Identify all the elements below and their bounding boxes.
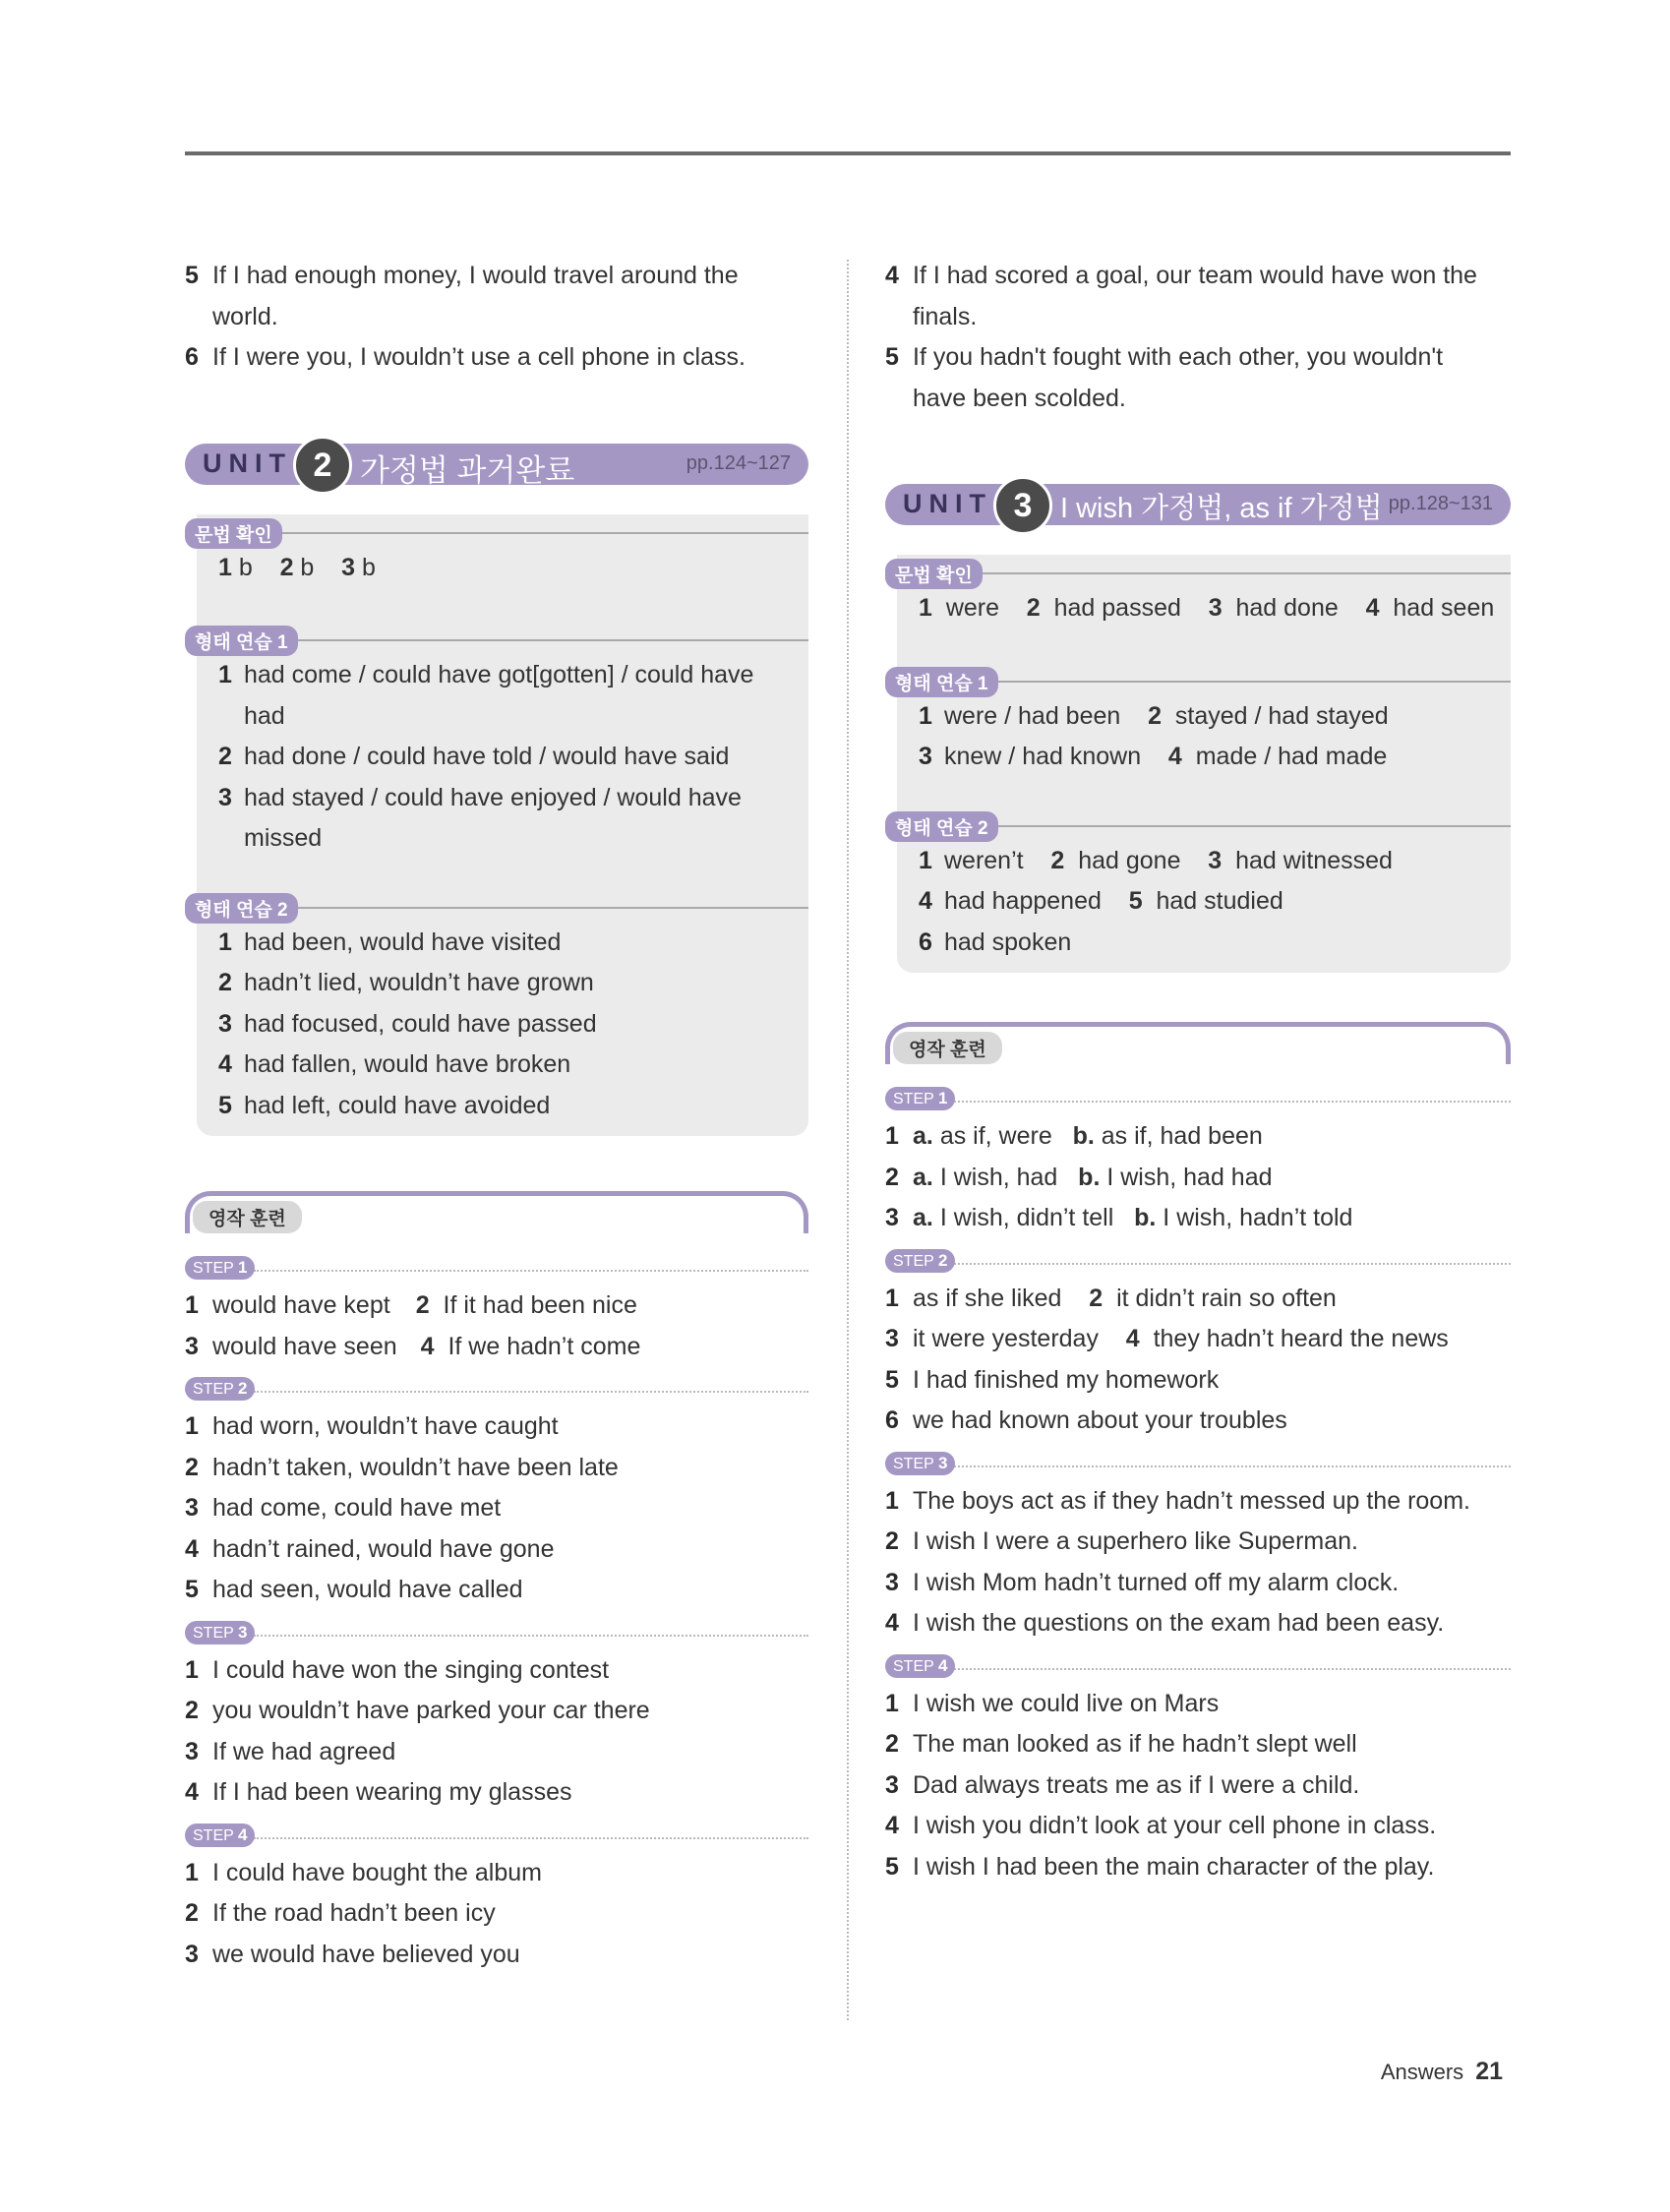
answer-line: 6 If I were you, I wouldn’t use a cell phone in class. [185, 343, 746, 371]
answer-line: 3 I wish Mom hadn’t turned off my alarm clock. [885, 1568, 1400, 1596]
answer-line: 4 I wish you didn’t look at your cell phone in class. [885, 1812, 1437, 1839]
form-practice-2-tag: 형태 연습 2 [885, 811, 998, 842]
form-practice-2-tag: 형태 연습 2 [185, 893, 298, 924]
composition-header [185, 1191, 808, 1230]
unit-label: UNIT [903, 489, 992, 518]
answer-line: 2 you wouldn’t have parked your car there [185, 1697, 650, 1724]
right-column [885, 256, 1511, 1887]
composition-header [885, 1022, 1511, 1061]
answer-line: 4 hadn’t rained, would have gone [185, 1534, 555, 1563]
grammar-check-tag: 문법 확인 [185, 518, 282, 549]
step-header: STEP 4 [185, 1823, 808, 1853]
unit-header [885, 484, 1511, 525]
answer-line: 5 had seen, would have called [185, 1576, 523, 1603]
answer-line: 1 had worn, wouldn’t have caught [185, 1412, 559, 1440]
answer-line: 4 had fallen, would have broken [218, 1050, 571, 1078]
section-header [885, 811, 1511, 841]
section-header [885, 559, 1511, 588]
answer-line: 2 a. I wish, had b. I wish, had had [885, 1163, 1273, 1191]
answer-line: 1 were 2 had passed 3 had done 4 had seen [919, 594, 1495, 622]
footer-label: Answers [1380, 2060, 1464, 2084]
answer-line: 1 as if she liked 2 it didn’t rain so often [885, 1284, 1337, 1312]
answer-line: 1 had been, would have visited [218, 927, 562, 956]
answer-line: 1 I could have won the singing contest [185, 1655, 610, 1684]
answer-line: 4 I wish the questions on the exam had been easy. [885, 1609, 1445, 1637]
answer-line: 2 had done / could have told / would have said [218, 743, 730, 770]
step-header: STEP 2 [185, 1377, 808, 1406]
answer-line: 2 hadn’t lied, wouldn’t have grown [218, 969, 594, 996]
answer-line: 5 I had finished my homework [885, 1365, 1220, 1394]
section-header [885, 667, 1511, 696]
answer-line: 4 If I had scored a goal, our team would have won the [885, 262, 1477, 289]
answer-line: 1 b 2 b 3 b [218, 553, 376, 581]
composition-tag: 영작 훈련 [893, 1032, 1002, 1064]
composition-tag: 영작 훈련 [193, 1201, 302, 1233]
form-practice-1-tag: 형태 연습 1 [185, 626, 298, 656]
answer-line: 1 I could have bought the album [185, 1858, 542, 1886]
answer-line: 2 If the road hadn’t been icy [185, 1899, 496, 1927]
step-header: STEP 3 [885, 1452, 1511, 1481]
answer-line: 5 had left, could have avoided [218, 1091, 551, 1119]
answer-line: 3 had come, could have met [185, 1494, 502, 1522]
answer-line: 1 would have kept 2 If it had been nice [185, 1291, 637, 1319]
answer-line: 1 were / had been 2 stayed / had stayed [919, 701, 1389, 730]
answer-line: 2 The man looked as if he hadn’t slept well [885, 1730, 1357, 1758]
grammar-check-tag: 문법 확인 [885, 559, 983, 589]
step-header: STEP 1 [185, 1256, 808, 1285]
answer-line: 2 hadn’t taken, wouldn’t have been late [185, 1453, 619, 1481]
unit-number-badge: 3 [993, 476, 1052, 535]
answer-line: 1 The boys act as if they hadn’t messed up the room. [885, 1486, 1470, 1515]
answer-line-continued: had [244, 701, 285, 730]
answer-line: 1 I wish we could live on Mars [885, 1689, 1220, 1717]
form-practice-1-tag: 형태 연습 1 [885, 667, 998, 697]
answer-line-continued: finals. [913, 302, 978, 330]
answer-line: 4 had happened 5 had studied [919, 887, 1283, 915]
answer-line: 5 If I had enough money, I would travel around the [185, 262, 739, 289]
answer-line: 5 I wish I had been the main character of the play. [885, 1852, 1435, 1881]
answer-line: 1 a. as if, were b. as if, had been [885, 1122, 1263, 1150]
answer-line: 3 a. I wish, didn’t tell b. I wish, hadn’t told [885, 1204, 1353, 1231]
unit-header [185, 444, 808, 488]
step-header: STEP 1 [885, 1087, 1511, 1116]
answer-line: 6 we had known about your troubles [885, 1406, 1287, 1434]
page-footer [1381, 2058, 1503, 2086]
answer-line-continued: missed [244, 824, 323, 852]
answer-line: 3 had focused, could have passed [218, 1009, 597, 1038]
header-rule [185, 151, 1511, 155]
unit-pages: pp.124~127 [686, 451, 791, 474]
step-header: STEP 4 [885, 1654, 1511, 1684]
unit-pages: pp.128~131 [1388, 493, 1493, 514]
answer-line: 3 If we had agreed [185, 1737, 396, 1765]
page-number: 21 [1475, 2058, 1503, 2085]
answer-line: 5 If you hadn't fought with each other, you wouldn't [885, 343, 1444, 371]
unit-label: UNIT [203, 448, 292, 478]
answer-line: 1 weren’t 2 had gone 3 had witnessed [919, 846, 1393, 874]
left-column [185, 256, 808, 1975]
section-header [185, 893, 808, 923]
step-header: STEP 3 [185, 1621, 808, 1650]
answer-line: 2 I wish I were a superhero like Superman. [885, 1527, 1358, 1555]
answer-line: 3 would have seen 4 If we hadn’t come [185, 1332, 641, 1360]
answer-line: 3 knew / had known 4 made / had made [919, 743, 1388, 770]
section-header [185, 518, 808, 548]
answer-line: 3 Dad always treats me as if I were a child. [885, 1770, 1360, 1799]
answer-line-continued: have been scolded. [913, 384, 1126, 412]
answer-line: 3 had stayed / could have enjoyed / would have [218, 783, 742, 811]
answer-line: 3 it were yesterday 4 they hadn’t heard the news [885, 1325, 1449, 1352]
answer-line: 6 had spoken [919, 927, 1072, 956]
step-header: STEP 2 [885, 1249, 1511, 1279]
section-header [185, 626, 808, 655]
grammar-box [197, 514, 808, 1137]
grammar-box [897, 555, 1511, 973]
column-divider [847, 260, 849, 2020]
unit-number-badge: 2 [293, 436, 352, 495]
unit-title: I wish 가정법, as if 가정법 [1060, 493, 1383, 524]
unit-title: 가정법 과거완료 [360, 452, 575, 488]
answer-line: 1 had come / could have got[gotten] / could have [218, 661, 754, 688]
answer-line: 4 If I had been wearing my glasses [185, 1778, 572, 1806]
answer-line: 3 we would have believed you [185, 1940, 520, 1968]
answer-line-continued: world. [212, 302, 278, 330]
